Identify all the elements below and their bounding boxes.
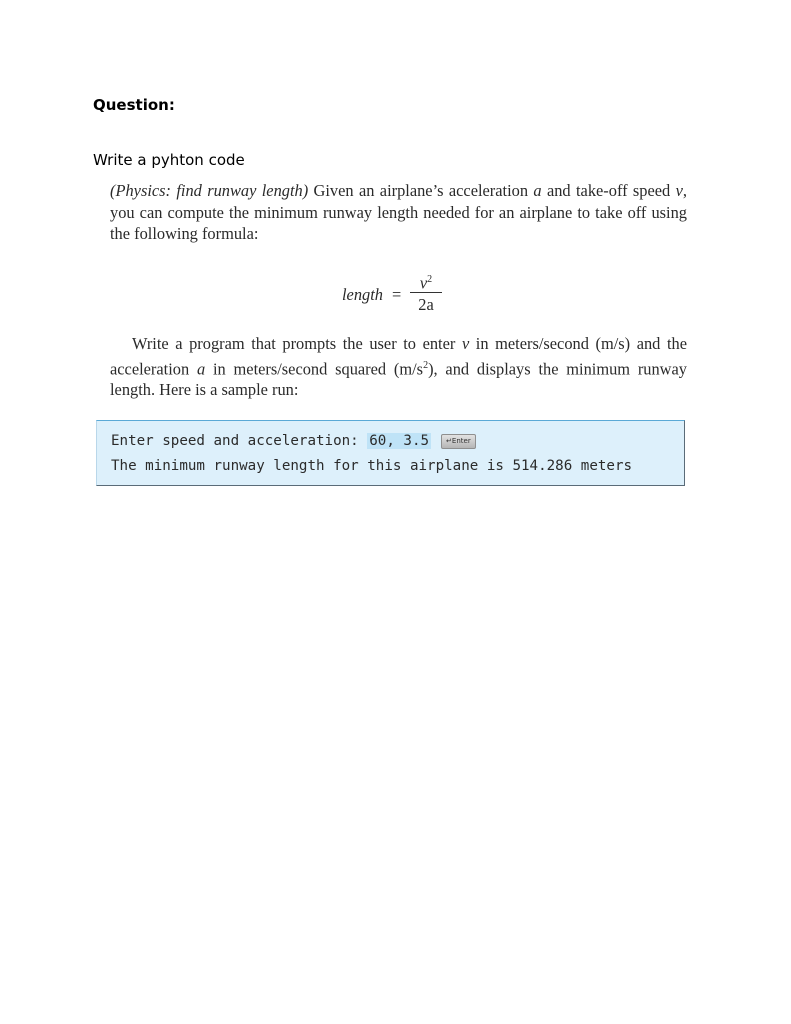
problem-statement [110,180,687,245]
sample-run-console [96,420,685,486]
program-text-4: ), and displays the minimum runway length. Here is a sample run: [110,358,687,400]
problem-text-3: , you can compute the minimum runway length needed for an airplane to take off using the following formula: [110,181,687,243]
console-user-input: 60, 3.5 [369,433,430,449]
formula-lhs: length [342,285,383,304]
program-text-1: Write a program that prompts the user to enter [132,334,462,353]
program-var-v: v [461,334,470,353]
problem-text-2: and take-off speed [541,181,676,200]
var-v: v [675,181,683,200]
program-exponent: 2 [423,359,429,371]
formula-numerator [410,268,442,293]
problem-title: (Physics: find runway length) [110,181,309,200]
problem-text-1: Given an airplane’s acceleration [308,181,534,200]
numerator-exponent: 2 [427,274,433,285]
formula-fraction [410,268,442,315]
question-heading: Question: [93,96,175,114]
runway-formula [342,268,452,320]
program-text-3: in meters/second squared (m/s [205,358,424,378]
formula-denominator: 2a [418,295,434,314]
console-prompt-line [111,433,476,449]
var-a: a [533,181,542,200]
formula-equals: = [392,285,402,304]
program-description [110,333,687,401]
task-heading: Write a pyhton code [93,151,245,169]
numerator-var: v [419,273,428,293]
console-prompt: Enter speed and acceleration: [111,433,368,449]
program-var-a: a [196,358,206,378]
program-text-2: in meters/second (m/s) and the acceleration [110,334,687,378]
console-output-line: The minimum runway length for this airplane is 514.286 meters [111,458,633,474]
enter-key-icon: ↵Enter [441,434,476,449]
